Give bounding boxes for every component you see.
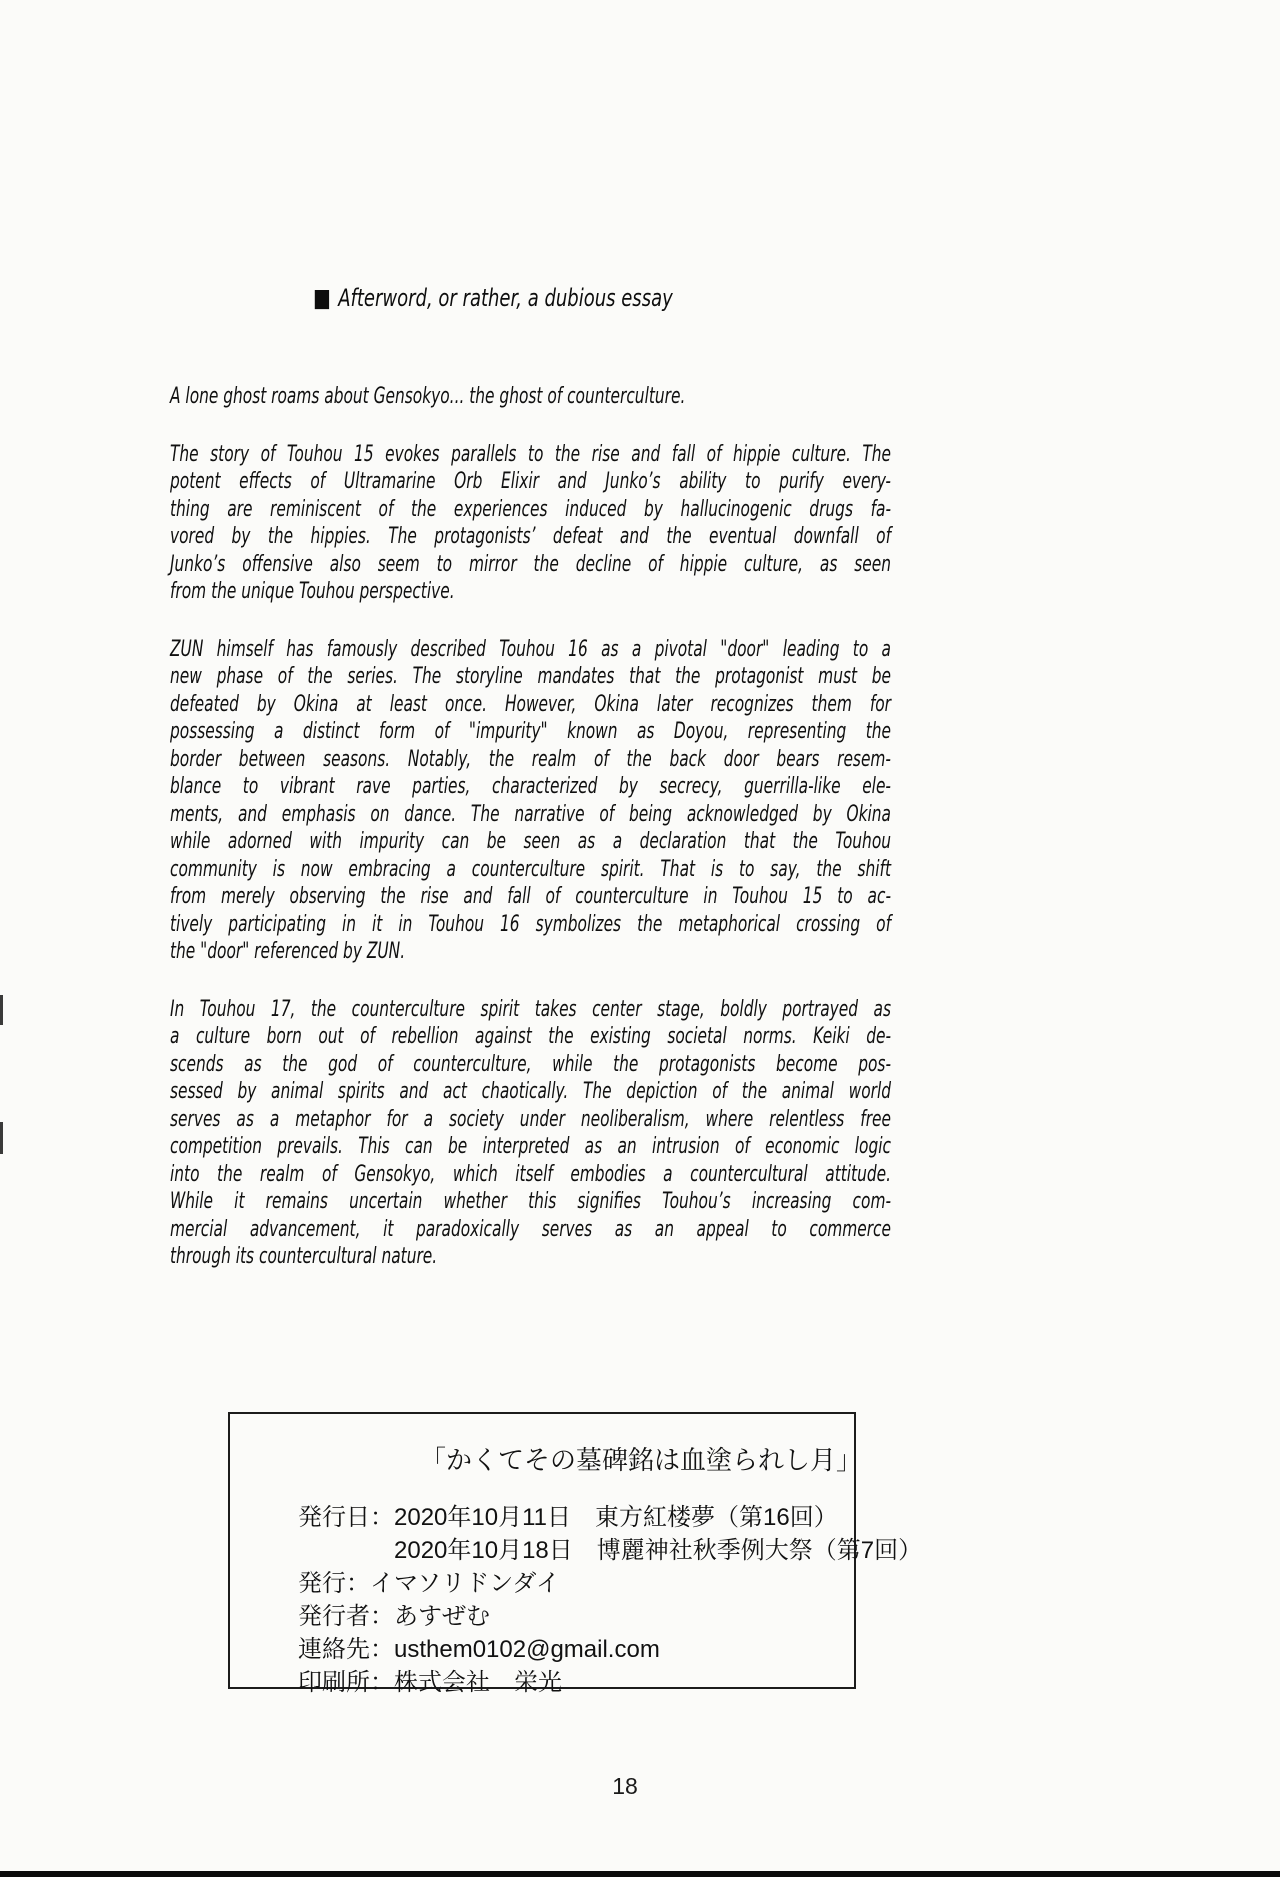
scan-edge-artifact bbox=[0, 1871, 1280, 1877]
essay-line: through its countercultural nature. bbox=[170, 1244, 438, 1269]
essay-line: tively participating in it in Touhou 16 symbolizes the metaphorical crossing of bbox=[170, 911, 891, 937]
essay-paragraph bbox=[170, 996, 891, 1271]
essay-line: from the unique Touhou perspective. bbox=[170, 579, 455, 604]
essay-line: mercial advancement, it paradoxically serves as an appeal to commerce bbox=[170, 1216, 891, 1242]
essay-line: while adorned with impurity can be seen as a declaration that the Touhou bbox=[170, 829, 891, 854]
colophon-line: 発行日：2020年10月11日 東方紅楼夢（第16回） bbox=[298, 1504, 838, 1531]
colophon-line: 連絡先：usthem0102@gmail.com bbox=[298, 1636, 660, 1663]
essay-line: defeated by Okina at least once. However, Okina later recognizes them for bbox=[170, 691, 891, 717]
essay-line: Junko’s offensive also seem to mirror the decline of hippie culture, as seen bbox=[170, 551, 891, 577]
colophon-line: 発行者：あすぜむ bbox=[298, 1603, 490, 1630]
square-bullet-icon: ■ bbox=[313, 283, 331, 312]
essay-line: A lone ghost roams about Gensokyo... the ghost of counterculture. bbox=[170, 384, 686, 409]
essay-line: blance to vibrant rave parties, characterized by secrecy, guerrilla-like ele- bbox=[170, 774, 891, 799]
essay-line: vored by the hippies. The protagonists’ defeat and the eventual downfall of bbox=[170, 524, 891, 549]
colophon-details bbox=[298, 1501, 923, 1699]
essay-line: border between seasons. Notably, the realm of the back door bears resem- bbox=[170, 746, 891, 772]
colophon-line: 2020年10月18日 博麗神社秋季例大祭（第7回） bbox=[298, 1537, 923, 1564]
page-number: 18 bbox=[612, 1773, 638, 1799]
essay-line: a culture born out of rebellion against the existing societal norms. Keiki de- bbox=[170, 1024, 891, 1049]
essay-paragraph bbox=[170, 383, 891, 411]
essay-line: ZUN himself has famously described Touhou 16 as a pivotal "door" leading to a bbox=[170, 636, 891, 662]
essay-line: into the realm of Gensokyo, which itself embodies a countercultural attitude. bbox=[170, 1161, 891, 1187]
essay-paragraph bbox=[170, 441, 891, 606]
essay-line: potent effects of Ultramarine Orb Elixir and Junko’s ability to purify every- bbox=[170, 469, 891, 494]
scan-edge-mark bbox=[0, 995, 3, 1025]
afterword-title-text: Afterword, or rather, a dubious essay bbox=[338, 284, 673, 312]
essay-line: the "door" referenced by ZUN. bbox=[170, 939, 406, 964]
essay-body bbox=[170, 383, 891, 1301]
essay-line: community is now embracing a counterculture spirit. That is to say, the shift bbox=[170, 856, 891, 882]
essay-line: The story of Touhou 15 evokes parallels to the rise and fall of hippie culture. The bbox=[170, 441, 891, 467]
colophon-book-title: 「かくてその墓碑銘は血塗られし月」 bbox=[420, 1445, 863, 1475]
essay-line: thing are reminiscent of the experiences induced by hallucinogenic drugs fa- bbox=[170, 496, 891, 522]
essay-line: While it remains uncertain whether this signifies Touhou’s increasing com- bbox=[170, 1189, 891, 1214]
essay-line: competition prevails. This can be interpreted as an intrusion of economic logic bbox=[170, 1134, 891, 1159]
colophon-box bbox=[228, 1412, 923, 1696]
essay-paragraph bbox=[170, 636, 891, 966]
essay-line: sessed by animal spirits and act chaotically. The depiction of the animal world bbox=[170, 1079, 891, 1104]
essay-line: from merely observing the rise and fall of counterculture in Touhou 15 to ac- bbox=[170, 884, 891, 909]
essay-line: new phase of the series. The storyline mandates that the protagonist must be bbox=[170, 664, 891, 689]
scan-edge-mark bbox=[0, 1122, 3, 1154]
essay-line: scends as the god of counterculture, while the protagonists become pos- bbox=[170, 1051, 891, 1077]
colophon-line: 発行：イマソリドンダイ bbox=[298, 1570, 560, 1597]
essay-line: possessing a distinct form of "impurity" known as Doyou, representing the bbox=[170, 719, 891, 744]
essay-line: ments, and emphasis on dance. The narrative of being acknowledged by Okina bbox=[170, 801, 891, 827]
essay-line: In Touhou 17, the counterculture spirit takes center stage, boldly portrayed as bbox=[170, 996, 891, 1022]
essay-line: serves as a metaphor for a society under neoliberalism, where relentless free bbox=[170, 1106, 891, 1132]
colophon-line: 印刷所：株式会社 栄光 bbox=[298, 1669, 562, 1696]
afterword-title bbox=[313, 284, 733, 312]
